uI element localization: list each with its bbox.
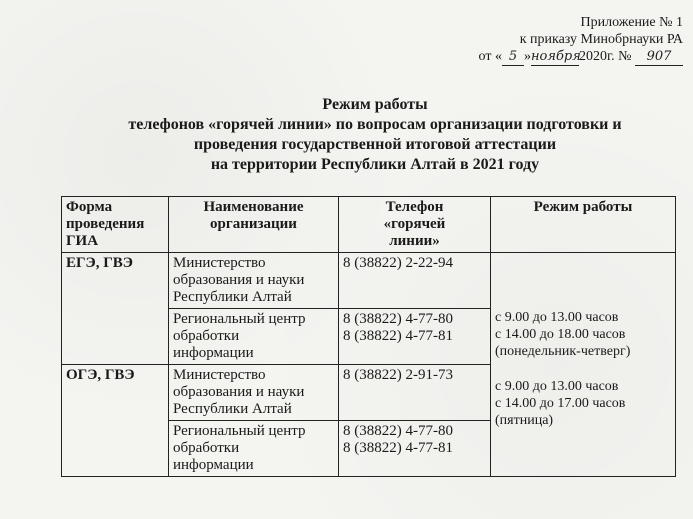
schedule-cell: с 9.00 до 13.00 часов с 14.00 до 18.00 часов (понедельник-четверг) с 9.00 до 13.00 часов с 14.00 до 17.00 часов (пятница) [491, 253, 676, 477]
header-organization: Наименование организации [169, 197, 339, 253]
document-title [60, 95, 690, 175]
handwritten-day: 5 [502, 48, 524, 66]
order-date-line [423, 48, 683, 66]
form-cell-oge: ОГЭ, ГВЭ [62, 365, 169, 477]
form-cell-ege: ЕГЭ, ГВЭ [62, 253, 169, 365]
appendix-header [423, 14, 683, 66]
appendix-number: Приложение № 1 [580, 15, 683, 30]
hotline-schedule-table [61, 196, 676, 477]
title-line-3: проведения государственной итоговой аттестации [193, 136, 557, 153]
org-cell: Региональный центр обработки информации [169, 309, 339, 365]
year-and-number-label: 2020г. № [578, 49, 632, 64]
table-header-row [62, 197, 676, 253]
header-schedule: Режим работы [491, 197, 676, 253]
phone-cell: 8 (38822) 2-22-94 [339, 253, 491, 309]
title-line-2: телефонов «горячей линии» по вопросам организации подготовки и [128, 116, 622, 133]
handwritten-month: ноября [530, 49, 581, 64]
org-cell: Региональный центр обработки информации [169, 421, 339, 477]
phone-cell: 8 (38822) 2-91-73 [339, 365, 491, 421]
title-line-1: Режим работы [322, 96, 428, 113]
phone-cell: 8 (38822) 4-77-80 8 (38822) 4-77-81 [339, 421, 491, 477]
header-phone: Телефон «горячей линии» [339, 197, 491, 253]
table-row [62, 253, 676, 309]
title-line-4: на территории Республики Алтай в 2021 году [210, 156, 540, 173]
date-prefix: от « [478, 49, 502, 64]
header-form: Форма проведения ГИА [62, 197, 169, 253]
date-separator: » [523, 49, 531, 64]
handwritten-order-number: 907 [635, 48, 683, 66]
phone-cell: 8 (38822) 4-77-80 8 (38822) 4-77-81 [339, 309, 491, 365]
order-reference: к приказу Минобрнауки РА [519, 32, 683, 47]
org-cell: Министерство образования и науки Республики Алтай [169, 365, 339, 421]
org-cell: Министерство образования и науки Республики Алтай [169, 253, 339, 309]
